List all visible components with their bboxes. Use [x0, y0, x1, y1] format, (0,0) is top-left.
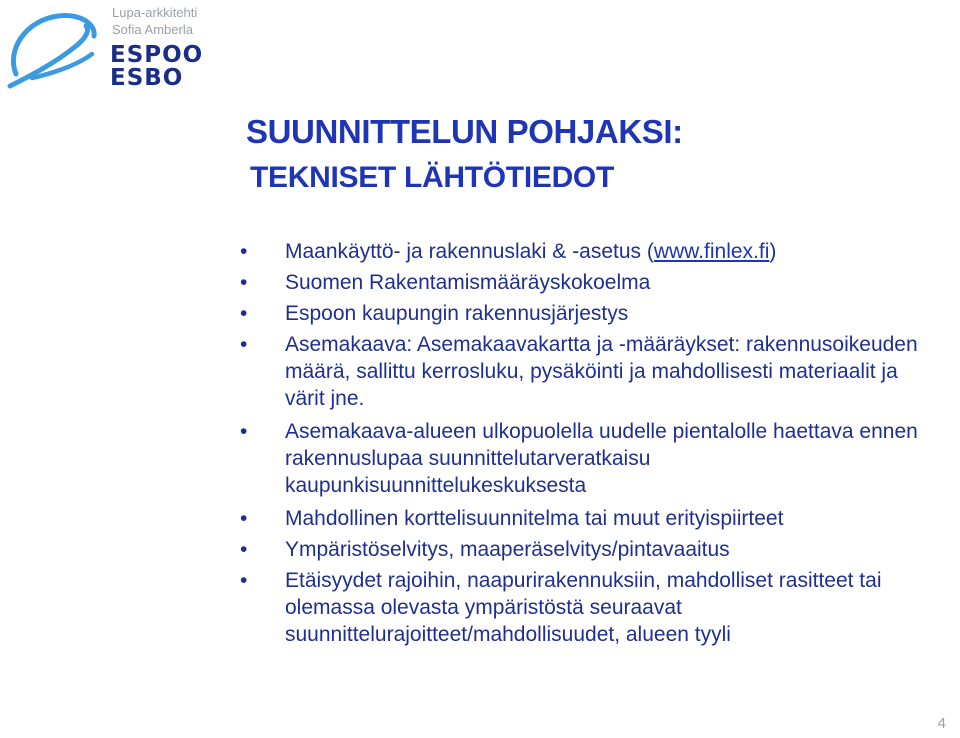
author-role: Lupa-arkkitehti	[112, 5, 198, 20]
list-item: • Mahdollinen korttelisuunnitelma tai muut erityispiirteet	[240, 505, 940, 532]
bullet-1-prefix: Maankäyttö- ja rakennuslaki & -asetus (	[285, 240, 654, 263]
finlex-link[interactable]: www.finlex.fi	[653, 240, 770, 263]
list-item: • Suomen Rakentamismääräyskokoelma	[240, 269, 940, 296]
list-item: • Espoon kaupungin rakennusjärjestys	[240, 300, 940, 327]
slide-title	[246, 112, 683, 198]
bullet-list	[240, 238, 940, 652]
list-item: • Ympäristöselvitys, maaperäselvitys/pintavaaitus	[240, 536, 940, 563]
title-line-1: SUUNNITTELUN POHJAKSI:	[246, 113, 683, 150]
page-number: 4	[937, 715, 946, 732]
logo-line-espoo: ESPOO	[110, 42, 204, 68]
espoo-swirl-logo-icon	[6, 8, 98, 90]
header-author	[112, 4, 197, 38]
espoo-logo-text	[110, 44, 203, 90]
author-name: Sofia Amberla	[112, 22, 193, 37]
bullet-1-suffix: )	[769, 240, 777, 263]
title-line-2: TEKNISET LÄHTÖTIEDOT	[250, 161, 614, 194]
list-item	[240, 238, 940, 265]
list-item: • Asemakaava: Asemakaavakartta ja -määräykset: rakennusoikeuden määrä, sallittu kerrosluku, pysäköinti ja mahdollisesti materiaalit ja värit jne.	[240, 331, 940, 412]
logo-line-esbo: ESBO	[110, 65, 184, 91]
list-item: • Etäisyydet rajoihin, naapurirakennuksiin, mahdolliset rasitteet tai olemassa olevasta ympäristöstä seuraavat suunnittelurajoitteet/mahdollisuudet, alueen tyyli	[240, 567, 940, 648]
list-item: • Asemakaava-alueen ulkopuolella uudelle pientalolle haettava ennen rakennuslupaa suunnittelutarveratkaisu kaupunkisuunnittelukeskuksesta	[240, 418, 940, 499]
